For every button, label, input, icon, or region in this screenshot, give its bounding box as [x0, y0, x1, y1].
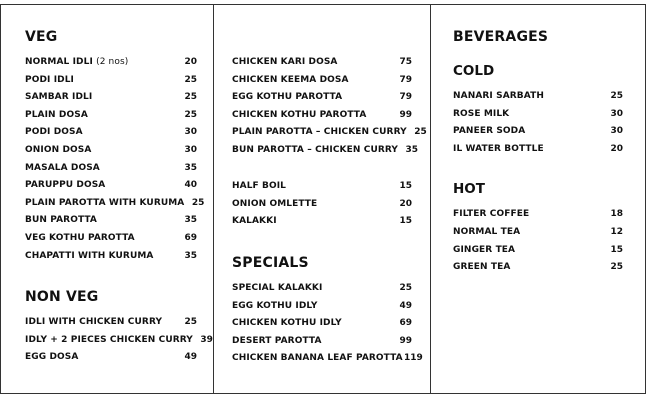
menu-item-row: [232, 92, 412, 110]
menu-item-name-text: VEG KOTHU PAROTTA: [25, 232, 135, 243]
menu-item-price: 15: [399, 216, 412, 227]
menu-item-name: [25, 92, 92, 102]
menu-item-row: [25, 233, 197, 251]
menu-item-name: [25, 163, 100, 173]
menu-item-name-text: IDLI WITH CHICKEN CURRY: [25, 317, 163, 327]
menu-item-name-text: EGG KOTHU IDLY: [232, 300, 318, 311]
menu-item-price: 25: [399, 283, 412, 293]
menu-item-price: 25: [184, 74, 197, 85]
menu-item-name: [25, 57, 128, 67]
menu-item-row: [453, 109, 623, 127]
menu-item-row: [25, 180, 197, 198]
veg-item-list: [25, 57, 205, 268]
menu-item-name-text: PLAIN PAROTTA WITH KURUMA: [25, 197, 185, 208]
menu-item-name-text: PANEER SODA: [453, 126, 526, 137]
menu-item-price: 18: [610, 209, 623, 220]
menu-item-name: [232, 353, 403, 363]
menu-item-name: [453, 209, 529, 219]
menu-item-name: [453, 109, 509, 119]
specials-item-list: [232, 283, 423, 371]
menu-item-row: [232, 127, 427, 145]
menu-item-name-text: NANARI SARBATH: [453, 91, 544, 101]
menu-item-name: [25, 198, 184, 208]
veg-section: [25, 29, 205, 268]
menu-item-name-text: CHICKEN BANANA LEAF PAROTTA: [232, 353, 403, 364]
menu-item-price: 25: [184, 109, 197, 120]
menu-item-row: [232, 353, 423, 371]
menu-item-price: 25: [610, 262, 623, 273]
menu-item-name-text: PLAIN PAROTTA – CHICKEN CURRY: [232, 127, 407, 138]
menu-item-price: 69: [399, 318, 412, 329]
menu-item-name-text: CHICKEN KARI DOSA: [232, 57, 338, 67]
menu-item-price: 20: [399, 198, 412, 209]
menu-item-price: 20: [184, 57, 197, 67]
menu-item-row: [453, 91, 623, 109]
menu-item-name: [232, 336, 322, 346]
menu-item-price: 35: [184, 215, 197, 226]
menu-item-price: 30: [610, 108, 623, 119]
menu-item-row: [25, 317, 197, 335]
menu-item-row: [453, 245, 623, 263]
menu-item-row: [232, 318, 412, 336]
menu-item-name: [453, 91, 544, 101]
menu-item-name-text: FILTER COFFEE: [453, 209, 530, 220]
beverages-section: [453, 29, 623, 280]
menu-item-name: [25, 180, 105, 190]
menu-item-name: [453, 126, 525, 136]
menu-panel-middle: [213, 4, 431, 394]
menu-item-name-text: IL WATER BOTTLE: [453, 143, 544, 154]
menu-item-price: 12: [610, 226, 623, 237]
specials-section: [232, 255, 423, 371]
hot-item-list: [453, 209, 623, 279]
menu-item-name-text: PODI DOSA: [25, 127, 83, 138]
menu-item-name-text: HALF BOIL: [232, 181, 287, 191]
menu-item-row: [453, 144, 623, 162]
menu-item-name: [25, 127, 83, 137]
menu-item-name-text: ONION DOSA: [25, 144, 92, 155]
menu-item-row: [232, 216, 412, 234]
menu-item-name: [232, 145, 398, 155]
menu-item-name-text: CHICKEN KEEMA DOSA: [232, 74, 349, 85]
menu-item-row: [25, 352, 197, 370]
menu-item-price: 25: [191, 197, 205, 208]
menu-item-price: 25: [184, 317, 197, 327]
menu-item-name-text: GREEN TEA: [453, 262, 511, 273]
specials-heading: SPECIALS: [232, 255, 309, 271]
menu-item-note: (2 nos): [96, 57, 129, 67]
menu-item-name-text: CHICKEN KOTHU PAROTTA: [232, 109, 367, 120]
menu-item-row: [25, 57, 197, 75]
egg-item-list: [232, 181, 412, 234]
menu-item-price: 49: [399, 300, 412, 311]
nonveg-item-list: [25, 317, 213, 370]
menu-item-name-text: NORMAL TEA: [453, 226, 521, 237]
menu-item-row: [25, 163, 197, 181]
menu-item-row: [25, 110, 197, 128]
menu-item-row: [232, 336, 412, 354]
menu-item-name: [25, 215, 97, 225]
menu-item-price: 25: [414, 127, 427, 138]
menu-item-name: [232, 110, 366, 120]
menu-item-name: [232, 57, 338, 67]
nonveg-section: [25, 289, 213, 370]
menu-item-price: 69: [184, 232, 197, 243]
menu-item-name: [232, 92, 342, 102]
egg-section: [232, 181, 412, 234]
menu-item-row: [232, 301, 412, 319]
menu-item-row: [453, 262, 623, 280]
menu-item-name-text: BUN PAROTTA – CHICKEN CURRY: [232, 144, 399, 155]
menu-item-name-text: ROSE MILK: [453, 108, 510, 119]
menu-item-name: [453, 262, 510, 272]
menu-item-price: 49: [184, 352, 197, 363]
menu-panel-right: [430, 4, 646, 394]
menu-item-name-text: DESERT PAROTTA: [232, 335, 322, 346]
menu-item-name-text: SPECIAL KALAKKI: [232, 283, 323, 293]
menu-item-row: [25, 145, 197, 163]
menu-item-row: [453, 126, 623, 144]
menu-item-price: 99: [399, 109, 412, 120]
menu-item-name: [232, 283, 322, 293]
menu-item-price: 25: [610, 91, 623, 101]
menu-item-name: [232, 75, 349, 85]
menu-item-name: [232, 199, 317, 209]
beverages-heading: BEVERAGES: [453, 29, 549, 45]
menu-item-name: [453, 144, 544, 154]
menu-item-name-text: PARUPPU DOSA: [25, 180, 106, 191]
menu-item-name: [25, 145, 91, 155]
menu-item-row: [232, 75, 412, 93]
hot-heading: HOT: [453, 181, 485, 198]
menu-item-price: 79: [399, 92, 412, 103]
menu-item-row: [25, 251, 197, 269]
menu-item-price: 35: [184, 162, 197, 173]
menu-item-price: 30: [610, 126, 623, 137]
menu-item-name: [25, 251, 153, 261]
menu-item-price: 15: [399, 181, 412, 191]
menu-item-name: [232, 181, 286, 191]
menu-item-price: 30: [184, 144, 197, 155]
menu-item-row: [232, 181, 412, 199]
menu-item-name-text: CHAPATTI WITH KURUMA: [25, 250, 154, 261]
cold-heading: COLD: [453, 63, 495, 79]
nonveg-heading: NON VEG: [25, 289, 99, 305]
menu-item-name: [453, 227, 520, 237]
menu-panel-left: [0, 4, 214, 394]
menu-item-name: [25, 110, 88, 120]
menu-item-row: [25, 197, 205, 216]
menu-item-price: 119: [403, 353, 423, 364]
menu-item-name: [232, 216, 277, 226]
cold-item-list: [453, 91, 623, 161]
menu-item-name-text: EGG DOSA: [25, 352, 79, 363]
menu-item-row: [232, 199, 412, 217]
menu-item-row: [25, 215, 197, 233]
menu-item-row: [25, 92, 197, 110]
menu-item-name-text: GINGER TEA: [453, 244, 516, 255]
menu-item-price: 20: [610, 143, 623, 154]
menu-item-name-text: MASALA DOSA: [25, 162, 100, 173]
menu-item-row: [453, 209, 623, 227]
menu-item-price: 15: [610, 244, 623, 255]
menu-item-name-text: EGG KOTHU PAROTTA: [232, 92, 343, 103]
menu-item-name: [25, 335, 193, 345]
menu-item-name: [25, 233, 135, 243]
menu-item-name-text: NORMAL IDLI: [25, 57, 93, 67]
menu-item-price: 75: [399, 57, 412, 67]
menu-item-row: [453, 227, 623, 245]
menu-item-row: [232, 144, 419, 163]
menu-item-row: [25, 127, 197, 145]
menu-item-name-text: IDLY + 2 PIECES CHICKEN CURRY: [25, 334, 193, 345]
nonveg-continued-section: [232, 57, 427, 163]
menu-item-price: 79: [399, 74, 412, 85]
menu-item-price: 39: [200, 334, 213, 345]
menu-item-name-text: CHICKEN KOTHU IDLY: [232, 318, 342, 329]
menu-item-row: [232, 57, 412, 75]
menu-item-name: [232, 301, 317, 311]
menu-item-price: 25: [184, 92, 197, 103]
veg-heading: VEG: [25, 29, 58, 45]
menu-item-price: 30: [184, 127, 197, 138]
menu-item-name: [453, 245, 515, 255]
menu-item-price: 35: [184, 250, 197, 261]
menu-item-name: [25, 317, 162, 327]
menu-item-name-text: SAMBAR IDLI: [25, 92, 93, 103]
menu-item-name-text: KALAKKI: [232, 216, 277, 227]
menu-item-price: 35: [405, 144, 419, 155]
menu-item-row: [232, 110, 412, 128]
menu-item-name-text: PLAIN DOSA: [25, 109, 88, 120]
menu-item-name: [232, 127, 407, 137]
menu-item-row: [25, 75, 197, 93]
menu-item-row: [25, 334, 213, 353]
menu-item-name: [25, 352, 78, 362]
menu-item-price: 40: [184, 180, 197, 191]
menu-item-name-text: ONION OMLETTE: [232, 198, 318, 209]
menu-item-name-text: PODI IDLI: [25, 74, 75, 85]
menu-item-name-text: BUN PAROTTA: [25, 215, 98, 226]
menu-item-row: [232, 283, 412, 301]
menu-item-name: [25, 75, 74, 85]
menu-item-price: 99: [399, 335, 412, 346]
menu-item-name: [232, 318, 342, 328]
nonveg-continued-item-list: [232, 57, 427, 163]
